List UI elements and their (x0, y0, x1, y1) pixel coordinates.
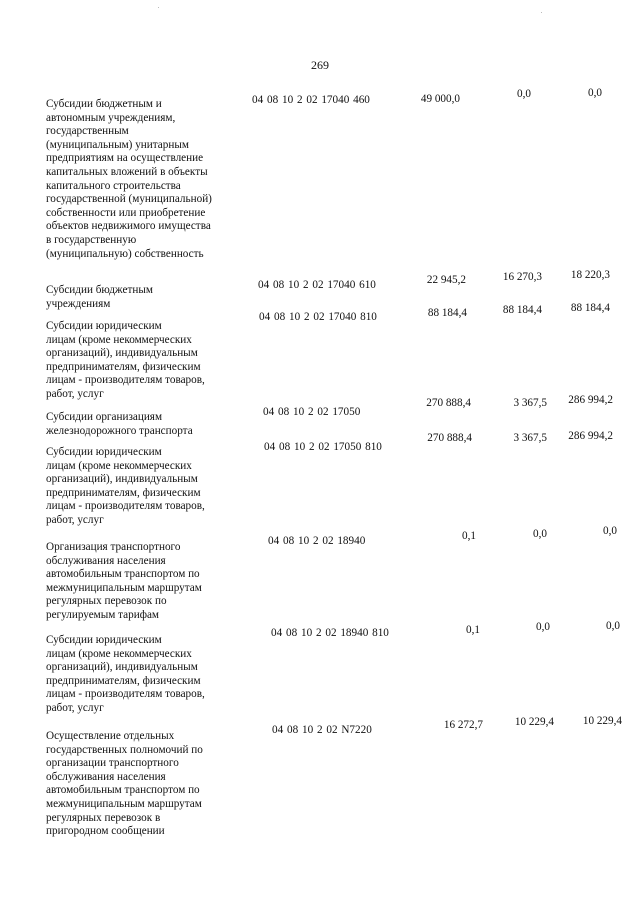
row-code: 04 08 10 2 02 N7220 (272, 724, 372, 736)
row-value-3: 0,0 (588, 87, 602, 99)
row-value-3: 88 184,4 (570, 302, 610, 314)
row-value-1: 22 945,2 (426, 274, 466, 286)
row-value-1: 0,1 (466, 624, 480, 636)
row-value-2: 0,0 (517, 88, 531, 100)
row-description: Организация транспортного обслуживания населения автомобильным транспортом по межмуниципальным маршрутам регулярных перевозок по регулируемым тарифам (46, 541, 202, 621)
row-value-2: 3 367,5 (513, 397, 547, 409)
row-value-3: 286 994,2 (568, 430, 613, 442)
row-value-3: 0,0 (603, 525, 617, 537)
row-value-2: 16 270,3 (502, 271, 542, 283)
row-value-2: 10 229,4 (514, 716, 554, 728)
row-value-1: 270 888,4 (427, 432, 472, 444)
row-code: 04 08 10 2 02 17040 610 (258, 279, 376, 291)
row-code: 04 08 10 2 02 18940 810 (271, 627, 389, 639)
row-description: Субсидии юридическим лицам (кроме некоммерческих организаций), индивидуальным предпринимателям, физическим лицам - производителям товаров, работ, услуг (46, 634, 205, 714)
row-description: Субсидии юридическим лицам (кроме некоммерческих организаций), индивидуальным предпринимателям, физическим лицам - производителям товаров, работ, услуг (46, 446, 205, 526)
row-value-1: 49 000,0 (420, 93, 460, 105)
row-value-3: 10 229,4 (582, 715, 622, 727)
row-value-3: 0,0 (606, 620, 620, 632)
row-code: 04 08 10 2 02 17040 460 (252, 94, 370, 106)
row-value-1: 0,1 (462, 530, 476, 542)
page-number: 269 (311, 58, 329, 72)
row-description: Субсидии организациям железнодорожного транспорта (46, 411, 193, 437)
row-value-3: 18 220,3 (570, 269, 610, 281)
scan-speck (541, 12, 542, 13)
row-code: 04 08 10 2 02 17050 810 (264, 441, 382, 453)
row-value-1: 88 184,4 (427, 307, 467, 319)
row-description: Субсидии бюджетным и автономным учреждениям, государственным (муниципальным) унитарным предприятиям на осуществление капитальных вложений в объекты капитального строительства государственной (муниципальной) собственности или приобретение объектов недвижимого имущества в государственную (муниципальную) собственность (46, 98, 212, 260)
row-value-2: 0,0 (533, 528, 547, 540)
row-description: Осуществление отдельных государственных полномочий по организации транспортного обслуживания населения автомобильным транспортом по межмуниципальным маршрутам регулярных перевозок в пригородном сообщении (46, 730, 203, 838)
row-value-3: 286 994,2 (568, 394, 613, 406)
row-value-1: 16 272,7 (443, 719, 483, 731)
row-code: 04 08 10 2 02 18940 (268, 535, 366, 547)
row-value-2: 3 367,5 (513, 432, 547, 444)
row-value-1: 270 888,4 (426, 397, 471, 409)
row-code: 04 08 10 2 02 17050 (263, 406, 361, 418)
scan-speck (158, 7, 159, 8)
row-value-2: 0,0 (536, 621, 550, 633)
row-value-2: 88 184,4 (502, 304, 542, 316)
row-description: Субсидии бюджетным учреждениям (46, 284, 153, 310)
row-code: 04 08 10 2 02 17040 810 (259, 311, 377, 323)
row-description: Субсидии юридическим лицам (кроме некоммерческих организаций), индивидуальным предпринимателям, физическим лицам - производителям товаров, работ, услуг (46, 320, 205, 400)
